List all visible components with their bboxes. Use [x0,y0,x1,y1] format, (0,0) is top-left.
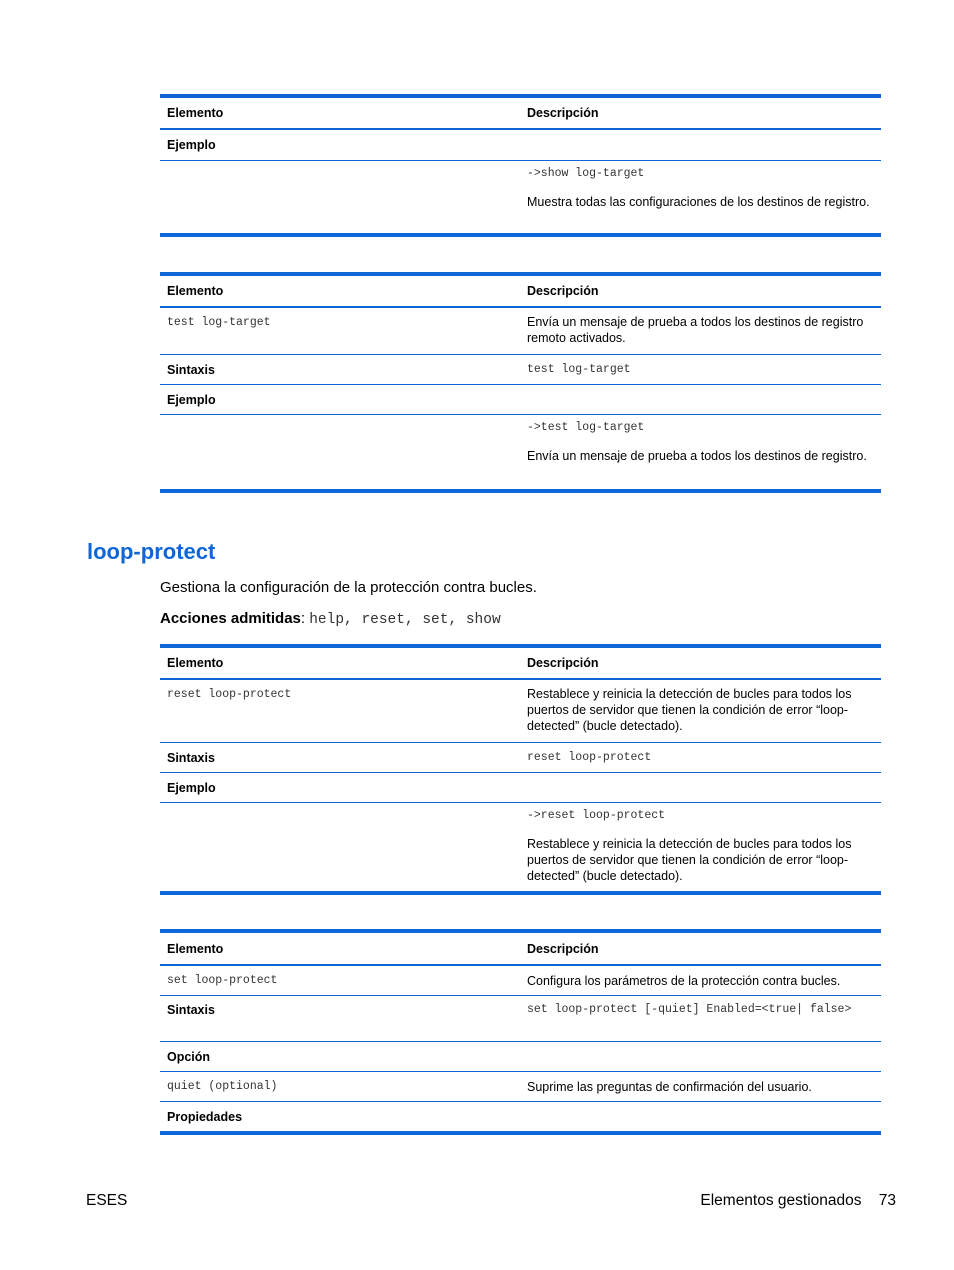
propiedades-label: Propiedades [167,1109,243,1124]
command-description: Restablece y reinicia la detección de bucles para todos los puertos de servidor que tienen la condición de error “loop-detected” (bucle detectado). [527,687,852,733]
table-header-row [160,648,881,680]
footer-locale: ESES [86,1192,128,1209]
show-log-target-table [160,94,881,237]
table-row [160,415,881,489]
ejemplo-label: Ejemplo [167,392,216,407]
sintaxis-label: Sintaxis [167,362,215,377]
section-intro: Gestiona la configuración de la protección contra bucles. [160,579,537,596]
command-name: reset loop-protect [167,688,292,701]
ejemplo-label: Ejemplo [167,138,216,152]
sintaxis-value: set loop-protect [-quiet] Enabled=<true| false> [527,1003,852,1016]
actions-list: help, reset, set, show [309,612,501,628]
table-row [160,996,881,1042]
table-header-row [160,276,881,308]
table-header-row [160,98,881,130]
set-loop-protect-table [160,929,881,1135]
page-number: 73 [878,1192,896,1209]
sintaxis-label: Sintaxis [167,750,215,765]
opcion-label: Opción [167,1049,211,1064]
command-description: Envía un mensaje de prueba a todos los destinos de registro remoto activados. [527,315,864,345]
table-row [160,1072,881,1102]
table-row [160,130,881,161]
header-descripcion: Descripción [527,656,599,670]
table-header-row [160,933,881,966]
header-descripcion: Descripción [527,284,599,298]
reset-loop-protect-table [160,644,881,895]
example-command: ->test log-target [527,421,645,434]
table-row [160,385,881,415]
table-row [160,803,881,891]
table-row [160,1102,881,1131]
header-descripcion: Descripción [527,941,599,956]
table-row [160,773,881,803]
example-description: Restablece y reinicia la detección de bucles para todos los puertos de servidor que tienen la condición de error “loop-detected” (bucle detectado). [527,837,852,883]
header-descripcion: Descripción [527,106,599,120]
command-name: set loop-protect [167,973,278,987]
footer-section [700,1192,896,1210]
sintaxis-value: reset loop-protect [527,750,652,764]
table-row [160,966,881,996]
example-description: Muestra todas las configuraciones de los destinos de registro. [527,195,870,209]
table-row [160,743,881,773]
ejemplo-label: Ejemplo [167,780,216,795]
option-description: Suprime las preguntas de confirmación del usuario. [527,1079,812,1094]
table-row [160,680,881,743]
header-elemento: Elemento [167,941,224,956]
example-command: ->reset loop-protect [527,809,666,822]
header-elemento: Elemento [167,106,224,120]
command-description: Configura los parámetros de la protección contra bucles. [527,973,841,988]
supported-actions [160,610,501,628]
table-row [160,308,881,355]
header-elemento: Elemento [167,656,224,670]
sintaxis-label: Sintaxis [167,1003,215,1017]
example-description: Envía un mensaje de prueba a todos los destinos de registro. [527,449,867,463]
example-command: ->show log-target [527,167,645,180]
header-elemento: Elemento [167,284,224,298]
table-row [160,355,881,385]
table-row [160,161,881,233]
table-row [160,1042,881,1072]
actions-colon: : [300,610,310,627]
test-log-target-table [160,272,881,493]
footer-section-title: Elementos gestionados [700,1192,862,1209]
sintaxis-value: test log-target [527,362,631,376]
command-name: test log-target [167,316,271,329]
section-title: loop-protect [87,539,216,564]
actions-label: Acciones admitidas [160,610,301,627]
option-name: quiet (optional) [167,1079,278,1093]
